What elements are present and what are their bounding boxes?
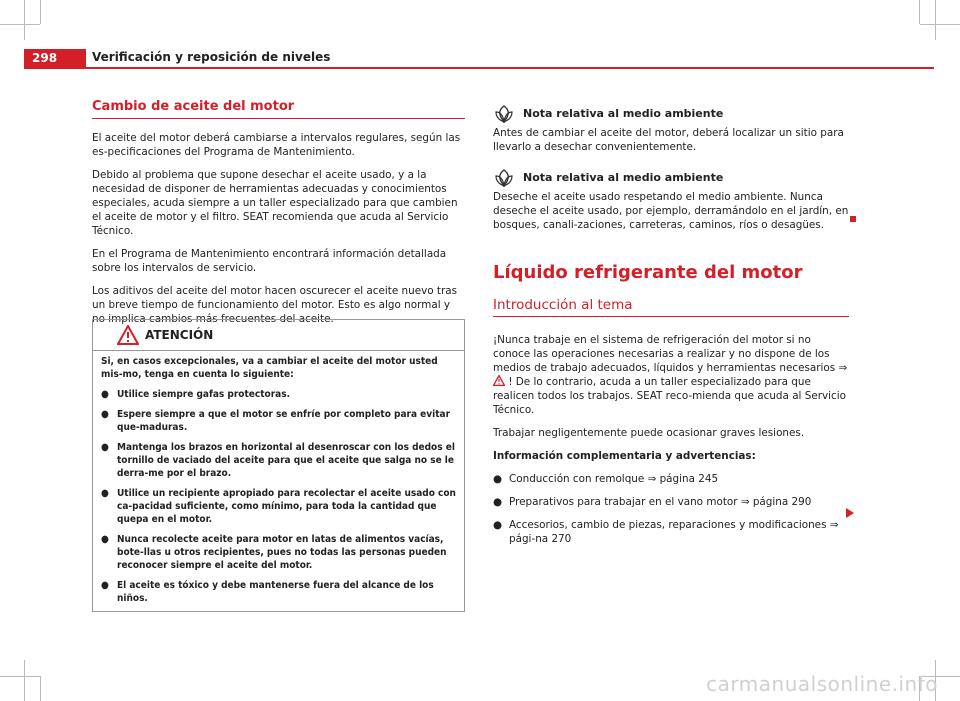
paragraph: En el Programa de Mantenimiento encontrará información detallada sobre los intervalos de servicio. <box>92 248 447 274</box>
warning-item: ● Espere siempre a que el motor se enfríe por completo para evitar que-maduras. <box>101 409 451 433</box>
crop-mark <box>920 24 960 25</box>
warning-item: ● Mantenga los brazos en horizontal al desenroscar con los dedos el tornillo de vaciado del aceite para que el aceite que salga no se le derra-me por el brazo. <box>101 442 455 479</box>
crop-mark <box>935 0 936 40</box>
page-number: 298 <box>24 49 86 67</box>
env-note-text: Antes de cambiar el aceite del motor, deberá localizar un sitio para llevarlo a desechar convenientemente. <box>493 127 844 153</box>
crop-mark <box>24 0 25 40</box>
warning-item: ● Utilice un recipiente apropiado para recolectar el aceite usado con ca-pacidad suficiente, como mínimo, para toda la cantidad que quepa en el motor. <box>101 488 456 525</box>
crop-mark <box>0 24 40 25</box>
section-title: Introducción al tema <box>493 298 849 317</box>
env-note-header <box>493 168 849 188</box>
warning-item: ● El aceite es tóxico y debe mantenerse fuera del alcance de los niños. <box>101 580 434 604</box>
info-item-link[interactable]: ● Accesorios, cambio de piezas, reparaciones y modificaciones ⇒ pági-na 270 <box>493 519 839 545</box>
left-column <box>92 100 465 335</box>
warning-intro: Si, en casos excepcionales, va a cambiar el aceite del motor usted mis-mo, tenga en cuenta lo siguiente: <box>101 356 438 380</box>
paragraph: ¡Nunca trabaje en el sistema de refrigeración del motor si no conoce las operaciones necesarias a realizar y no dispone de los medios de trabajo adecuados, líquidos y herramientas necesarios ⇒ ! De lo contrario, acuda a un taller especializado para que realicen todos los trabajos. SEAT reco-mienda que acuda al Servicio Técnico. <box>493 334 848 416</box>
section-title: Cambio de aceite del motor <box>92 100 465 119</box>
paragraph: Los aditivos del aceite del motor hacen oscurecer el aceite nuevo tras un breve tiempo de funcionamiento del motor. Esto es algo normal y no implica cambios más frecuentes del aceite. <box>92 285 458 325</box>
env-note-text: Deseche el aceite usado respetando el medio ambiente. Nunca deseche el aceite usado, por ejemplo, derramándolo en el jardín, en bosques, canali-zaciones, carreteras, caminos, ríos o desagües. <box>493 191 849 231</box>
crop-mark <box>0 676 40 677</box>
info-heading: Información complementaria y advertencias: <box>493 450 756 462</box>
warning-label: ATENCIÓN <box>145 328 214 342</box>
tree-leaf-icon <box>493 104 515 124</box>
paragraph: Trabajar negligentemente puede ocasionar graves lesiones. <box>493 427 805 439</box>
crop-mark <box>919 0 920 24</box>
tree-leaf-icon <box>493 168 515 188</box>
env-note-title: Nota relativa al medio ambiente <box>523 107 724 120</box>
paragraph: El aceite del motor deberá cambiarse a intervalos regulares, según las es-pecificaciones del Programa de Mantenimiento. <box>92 132 461 158</box>
right-column <box>493 104 849 555</box>
crop-mark <box>40 676 41 701</box>
info-item-link[interactable]: ● Preparativos para trabajar en el vano motor ⇒ página 290 <box>493 496 812 508</box>
warning-box <box>92 319 465 612</box>
chapter-title: Líquido refrigerante del motor <box>493 262 803 283</box>
crop-mark <box>40 0 41 24</box>
paragraph: Debido al problema que supone desechar el aceite usado, y a la necesidad de disponer de herramientas adecuadas y conocimientos especiales, acuda siempre a un taller especializado para que cambien el aceite de motor y el filtro. SEAT recomienda que acuda al Servicio Técnico. <box>92 169 458 237</box>
section-end-marker <box>850 216 856 222</box>
warning-body <box>93 351 464 611</box>
warning-item: ● Utilice siempre gafas protectoras. <box>101 389 290 400</box>
continue-arrow-icon <box>846 508 854 518</box>
watermark: carmanualsonline.info <box>706 672 938 696</box>
warning-header <box>93 320 464 351</box>
warning-triangle-icon[interactable] <box>493 375 505 386</box>
crop-mark <box>24 660 25 701</box>
env-note-header <box>493 104 849 124</box>
env-note-title: Nota relativa al medio ambiente <box>523 171 724 184</box>
warning-item: ● Nunca recolecte aceite para motor en latas de alimentos vacías, bote-llas u otros recipientes, pues no todas las personas pueden reconocer siempre el aceite del motor. <box>101 534 447 571</box>
running-header-title: Verificación y reposición de niveles <box>92 50 331 64</box>
warning-triangle-icon <box>117 325 139 345</box>
header-rule <box>24 67 934 69</box>
info-item-link[interactable]: ● Conducción con remolque ⇒ página 245 <box>493 473 719 485</box>
